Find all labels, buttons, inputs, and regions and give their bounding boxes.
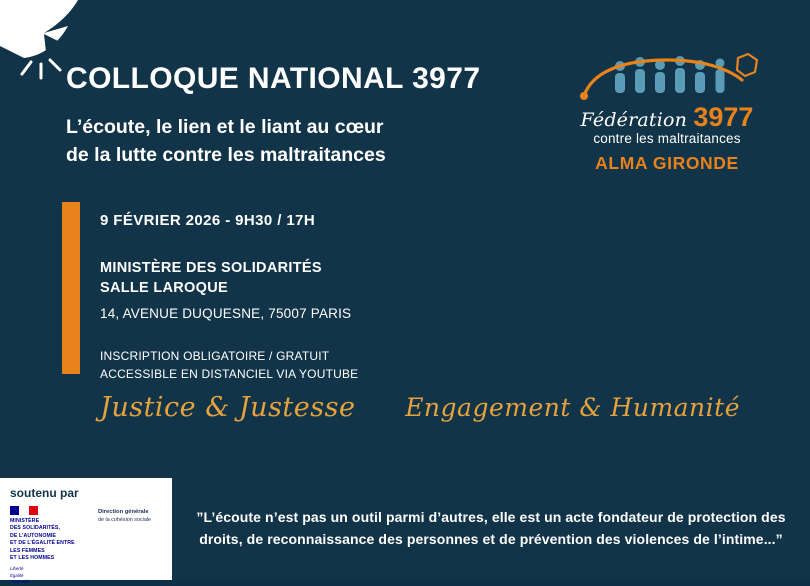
title-block [66,62,536,169]
registration-line-2: ACCESSIBLE EN DISTANCIEL VIA YOUTUBE [100,367,359,382]
registration-line-1: INSCRIPTION OBLIGATOIRE / GRATUIT [100,349,330,364]
dgcs-logo [98,506,151,524]
logo-federation-word: Fédération [580,109,688,131]
event-venue [100,259,520,298]
logo-mark-icon [562,52,772,100]
page-subtitle [66,114,536,169]
supporters-panel [0,478,172,585]
quote-panel [172,478,810,580]
federation-logo [562,52,772,174]
logo-tagline: contre les maltraitances [593,131,741,146]
orange-accent-bar [62,202,80,374]
registration-note [100,347,520,383]
dgcs-line-2: de la cohésion sociale [98,516,152,523]
french-flag-icon [10,506,38,515]
supporter-logos [10,506,172,586]
ministry-line-5: LES FEMMES [10,547,45,554]
motto-line-3: Fraternité [10,579,29,585]
event-info [100,212,520,383]
motto-line-2: Égalité [10,572,24,578]
quote-line-1: ”L’écoute n’est pas un outil parmi d’autres, elle est un acte fondateur de protection des [196,509,786,526]
ministry-logo [10,506,88,586]
logo-federation-number: 3977 [693,102,754,132]
venue-line-2: SALLE LAROQUE [100,279,228,296]
ministry-line-3: DE L’AUTONOMIE [10,532,56,539]
ministry-line-2: DES SOLIDARITÉS, [10,525,61,532]
motto-line-1: Liberté [10,566,24,572]
ministry-line-1: MINISTÈRE [10,518,40,524]
subtitle-line-1: L’écoute, le lien et le liant au cœur [66,116,384,138]
slogan-left: Justice & Justesse [100,392,356,423]
republic-motto [10,566,88,586]
slogan-right: Engagement & Humanité [405,393,740,422]
quote-text [196,507,785,550]
supported-by-label: soutenu par [10,486,79,500]
subtitle-line-2: de la lutte contre les maltraitances [66,143,386,166]
quote-line-2: droits, de reconnaissance des personnes et de prévention des violences de l’intime...” [199,531,783,547]
dgcs-line-1: Direction générale [98,509,149,515]
logo-alma-gironde: ALMA GIRONDE [595,153,739,173]
ministry-line-6: ET LES HOMMES [10,554,55,561]
venue-line-1: MINISTÈRE DES SOLIDARITÉS [100,260,322,276]
footer [0,478,810,585]
event-address: 14, AVENUE DUQUESNE, 75007 PARIS [100,306,352,322]
ministry-line-4: ET DE L’ÉGALITÉ ENTRE [10,540,75,547]
slogans [100,392,740,423]
logo-federation-text [562,102,772,133]
page-title: COLLOQUE NATIONAL 3977 [66,62,481,95]
event-date: 9 FÉVRIER 2026 - 9H30 / 17H [100,212,316,229]
ministry-name [10,518,88,562]
